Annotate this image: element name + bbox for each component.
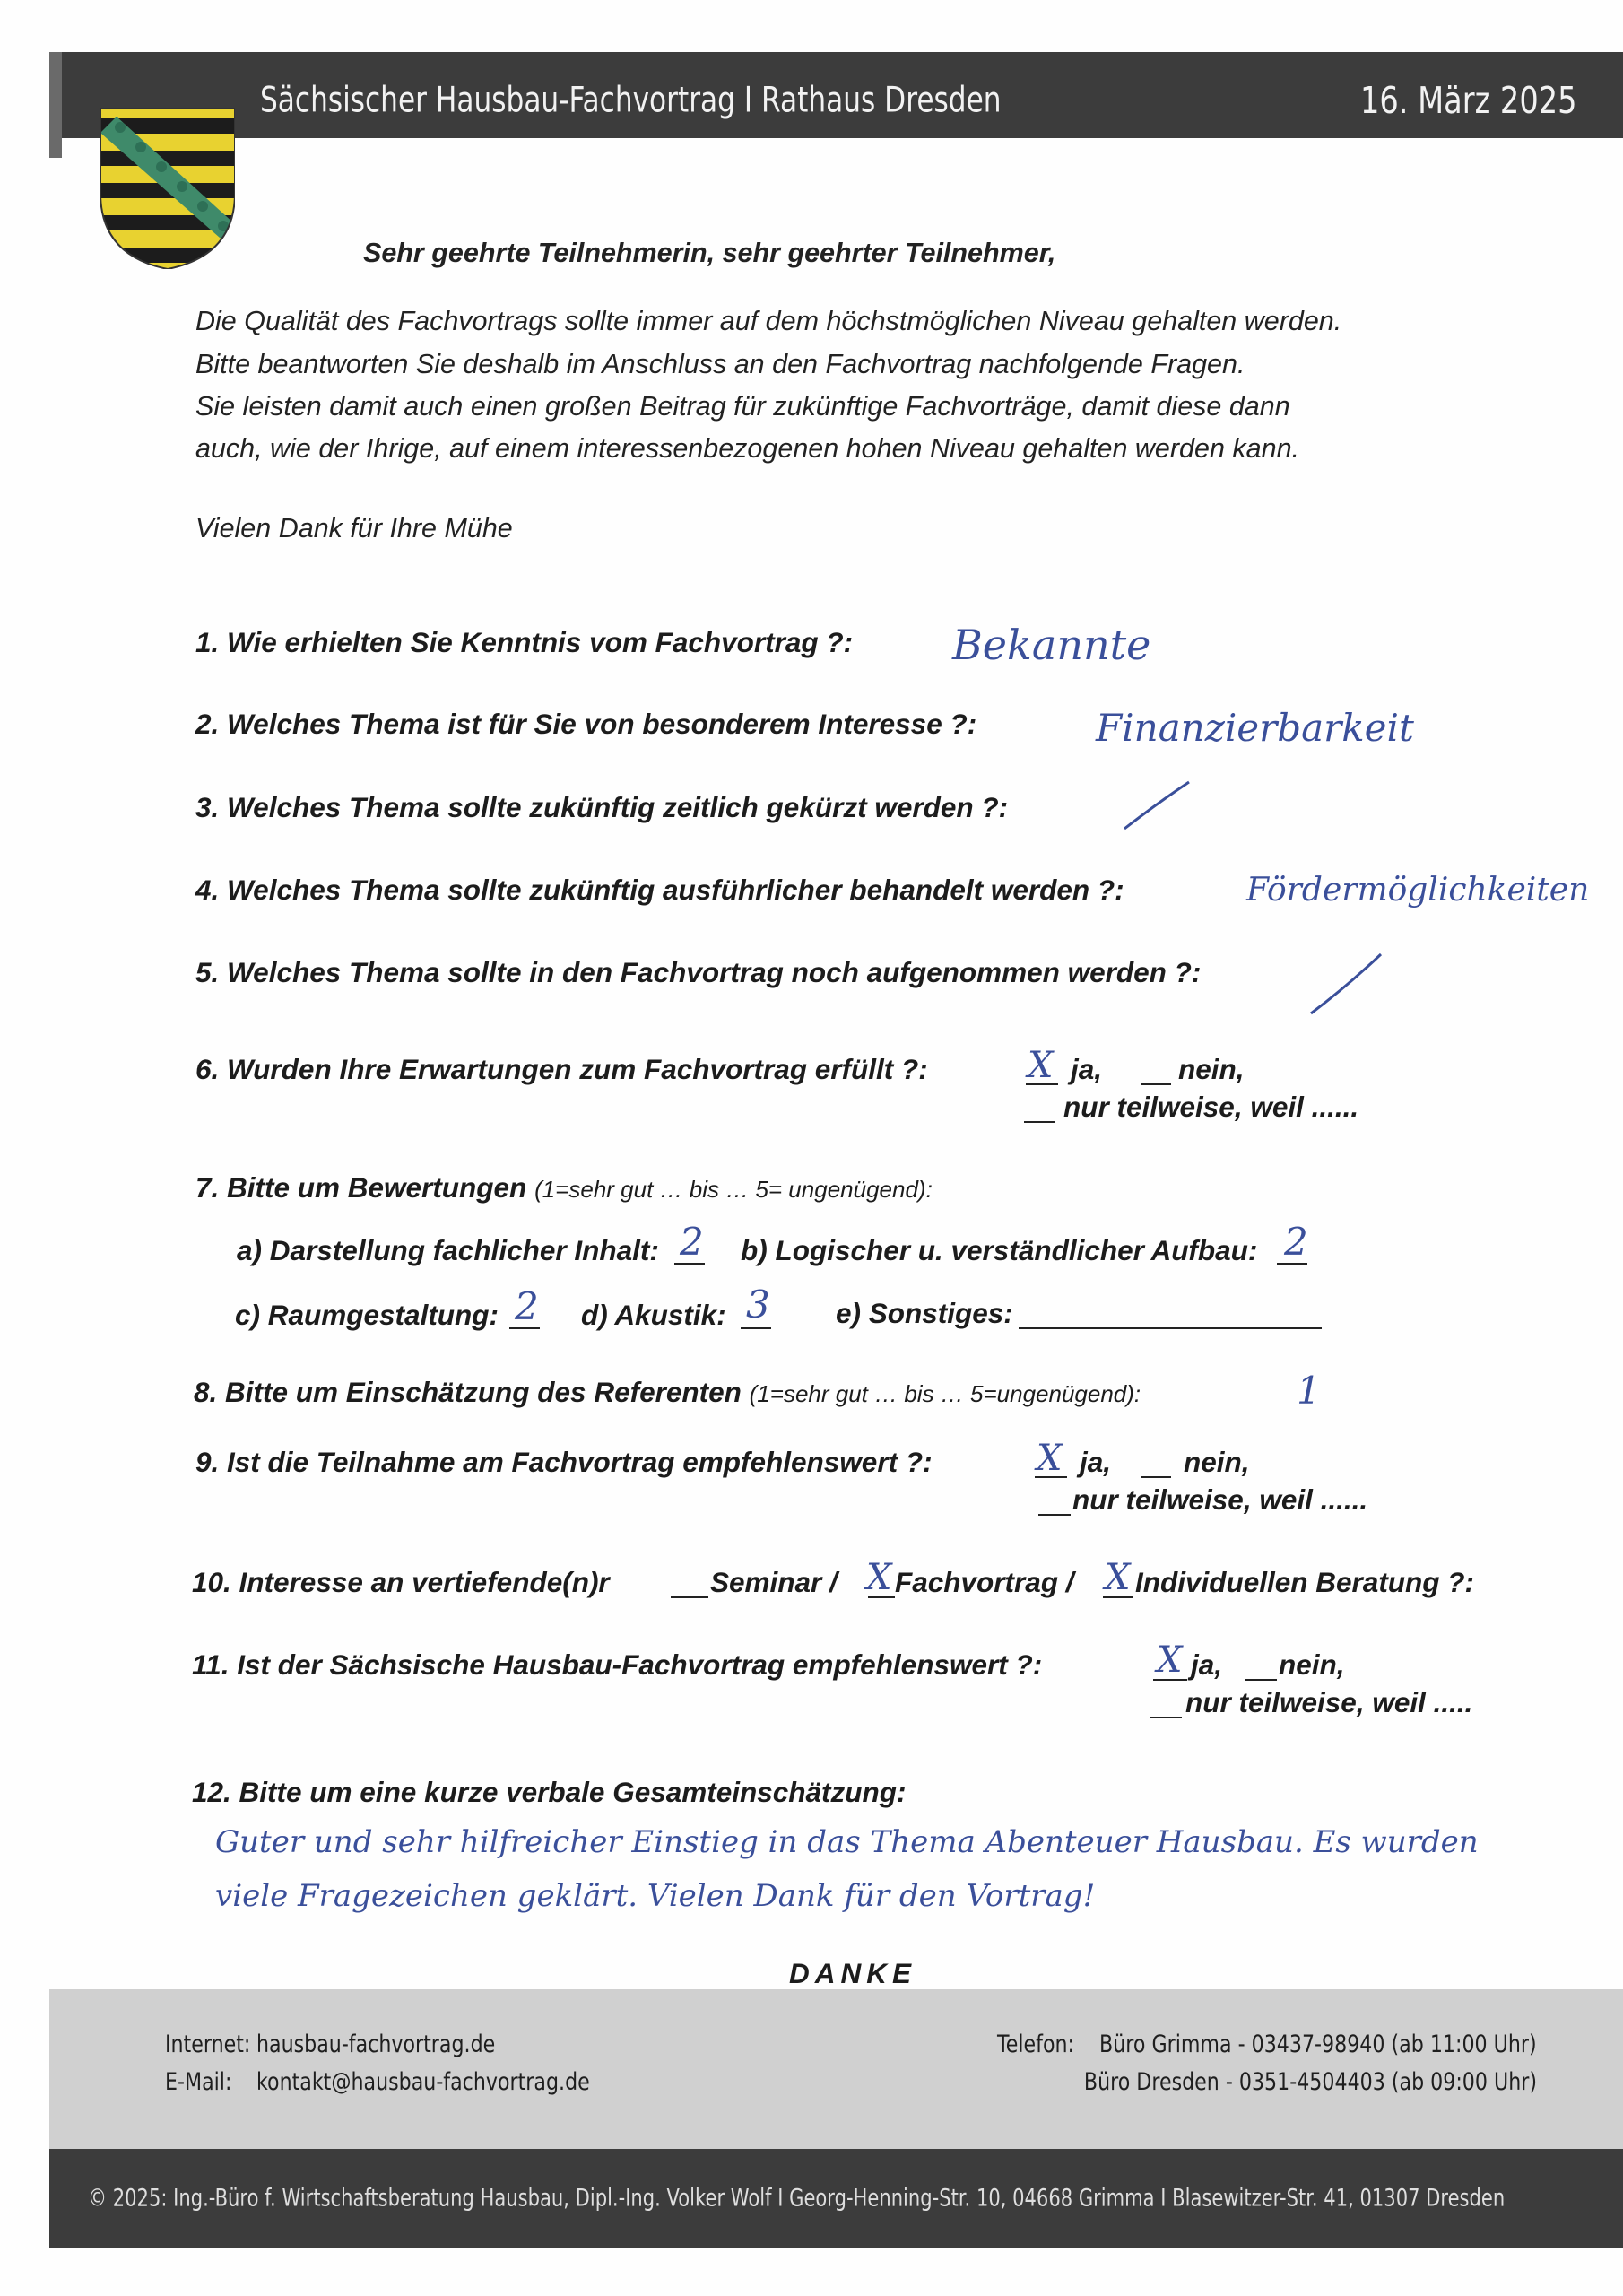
q11-teil-blank[interactable] <box>1150 1715 1182 1718</box>
answer-4-handwritten: Fördermöglichkeiten <box>1246 872 1590 909</box>
q6-opt-ja: ja, <box>1071 1053 1103 1085</box>
q12-answer-line-2: viele Fragezeichen geklärt. Vielen Dank für den Vortrag! <box>215 1878 1096 1914</box>
q10-seminar-blank[interactable] <box>671 1595 708 1598</box>
q11-nein-blank[interactable] <box>1245 1677 1277 1681</box>
q9-opt-teil: nur teilweise, weil ...... <box>1072 1483 1368 1516</box>
q11-opt-nein: nein, <box>1279 1648 1345 1681</box>
question-2: 2. Welches Thema ist für Sie von besonderem Interesse ?: <box>195 708 977 740</box>
q6-opt-nein: nein, <box>1178 1053 1245 1085</box>
saxony-coat-of-arms-icon <box>100 108 235 269</box>
q6-nein-blank[interactable] <box>1141 1082 1171 1085</box>
footer-phone-grimma: Büro Grimma - 03437-98940 (ab 11:00 Uhr) <box>1099 2031 1537 2058</box>
q12-answer-line-1: Guter und sehr hilfreicher Einstieg in das Thema Abenteuer Hausbau. Es wurden <box>215 1824 1479 1860</box>
intro-line: Bitte beantworten Sie deshalb im Anschluss an den Fachvortrag nachfolgende Fragen. <box>195 349 1245 379</box>
question-7-scale: (1=sehr gut … bis … 5= ungenügend): <box>534 1176 933 1203</box>
q7b-label: b) Logischer u. verständlicher Aufbau: <box>741 1234 1258 1266</box>
q7e-blank[interactable] <box>1019 1326 1322 1329</box>
q10-beratung-mark: X <box>1105 1557 1131 1598</box>
q7a-label: a) Darstellung fachlicher Inhalt: <box>237 1234 659 1266</box>
scan-edge <box>49 52 62 158</box>
q6-opt-teil: nur teilweise, weil ...... <box>1063 1091 1359 1123</box>
q11-opt-ja: ja, <box>1191 1648 1223 1681</box>
footer-phone-label: Telefon: <box>997 2031 1074 2058</box>
q8-value: 1 <box>1297 1369 1321 1413</box>
footer-internet-link[interactable]: hausbau-fachvortrag.de <box>256 2031 496 2058</box>
q7c-value: 2 <box>515 1284 539 1328</box>
q10-opt-beratung: Individuellen Beratung ?: <box>1135 1566 1475 1598</box>
q7b-value: 2 <box>1284 1220 1308 1264</box>
q7a-value: 2 <box>680 1220 704 1264</box>
question-10: 10. Interesse an vertiefende(n)r <box>192 1566 610 1598</box>
q11-opt-teil: nur teilweise, weil ..... <box>1185 1686 1473 1718</box>
q7d-label: d) Akustik: <box>581 1299 726 1331</box>
question-8 <box>194 1376 1141 1409</box>
intro-line: auch, wie der Ihrige, auf einem interessenbezogenen hohen Niveau gehalten werden kann. <box>195 433 1300 464</box>
question-5: 5. Welches Thema sollte in den Fachvortrag noch aufgenommen werden ?: <box>195 956 1202 988</box>
q10-opt-seminar: Seminar / <box>710 1566 838 1598</box>
footer-phone-dresden: Büro Dresden - 0351-4504403 (ab 09:00 Uhr) <box>1083 2068 1537 2096</box>
answer-5-slash <box>1307 951 1384 1017</box>
intro-thanks: Vielen Dank für Ihre Mühe <box>195 513 513 544</box>
q7c-label: c) Raumgestaltung: <box>235 1299 499 1331</box>
footer-internet-label: Internet: <box>165 2031 251 2058</box>
q10-opt-fachvortrag: Fachvortrag / <box>895 1566 1074 1598</box>
q10-fachvortrag-mark: X <box>866 1557 892 1598</box>
q9-nein-blank[interactable] <box>1141 1474 1171 1478</box>
header-title: Sächsischer Hausbau-Fachvortrag I Rathaus Dresden <box>260 80 1002 121</box>
q9-teil-blank[interactable] <box>1038 1512 1071 1516</box>
question-6: 6. Wurden Ihre Erwartungen zum Fachvortrag erfüllt ?: <box>195 1053 928 1085</box>
question-7-title: 7. Bitte um Bewertungen <box>195 1171 527 1204</box>
question-8-title: 8. Bitte um Einschätzung des Referenten <box>194 1376 742 1408</box>
q7d-value: 3 <box>746 1283 770 1326</box>
header-date: 16. März 2025 <box>1359 79 1576 122</box>
q6-teil-blank[interactable] <box>1024 1119 1055 1123</box>
question-8-scale: (1=sehr gut … bis … 5=ungenügend): <box>749 1380 1141 1407</box>
question-4: 4. Welches Thema sollte zukünftig ausführlicher behandelt werden ?: <box>195 874 1124 906</box>
footer-email-label: E-Mail: <box>165 2068 232 2096</box>
q9-opt-ja: ja, <box>1080 1446 1112 1478</box>
question-1: 1. Wie erhielten Sie Kenntnis vom Fachvortrag ?: <box>195 626 854 658</box>
question-3: 3. Welches Thema sollte zukünftig zeitlich gekürzt werden ?: <box>195 791 1009 823</box>
q11-ja-mark: X <box>1157 1639 1183 1681</box>
answer-3-slash <box>1121 778 1193 832</box>
question-11: 11. Ist der Sächsische Hausbau-Fachvortrag empfehlenswert ?: <box>192 1648 1043 1681</box>
footer-copyright: © 2025: Ing.-Büro f. Wirtschaftsberatung Hausbau, Dipl.-Ing. Volker Wolf I Georg-Henning-Str. 10, 04668 Grimma I Blasewitzer-Str. 41, 01307 Dresden <box>88 2184 1506 2213</box>
intro-line: Die Qualität des Fachvortrags sollte immer auf dem höchstmöglichen Niveau gehalten werden. <box>195 306 1342 336</box>
q9-opt-nein: nein, <box>1184 1446 1250 1478</box>
intro-line: Sie leisten damit auch einen großen Beitrag für zukünftige Fachvorträge, damit diese dann <box>195 391 1290 422</box>
footer-email-link[interactable]: kontakt@hausbau-fachvortrag.de <box>256 2068 590 2096</box>
q9-ja-mark: X <box>1037 1438 1063 1479</box>
question-9: 9. Ist die Teilnahme am Fachvortrag empfehlenswert ?: <box>195 1446 933 1478</box>
danke-label: DANKE <box>789 1957 917 1989</box>
q6-ja-mark: X <box>1028 1045 1054 1086</box>
answer-1-handwritten: Bekannte <box>952 621 1151 669</box>
q7e-label: e) Sonstiges: <box>836 1297 1013 1329</box>
salutation: Sehr geehrte Teilnehmerin, sehr geehrter Teilnehmer, <box>363 238 1056 268</box>
answer-2-handwritten: Finanzierbarkeit <box>1096 706 1414 750</box>
question-7 <box>195 1171 933 1205</box>
question-12: 12. Bitte um eine kurze verbale Gesamteinschätzung: <box>192 1776 907 1808</box>
